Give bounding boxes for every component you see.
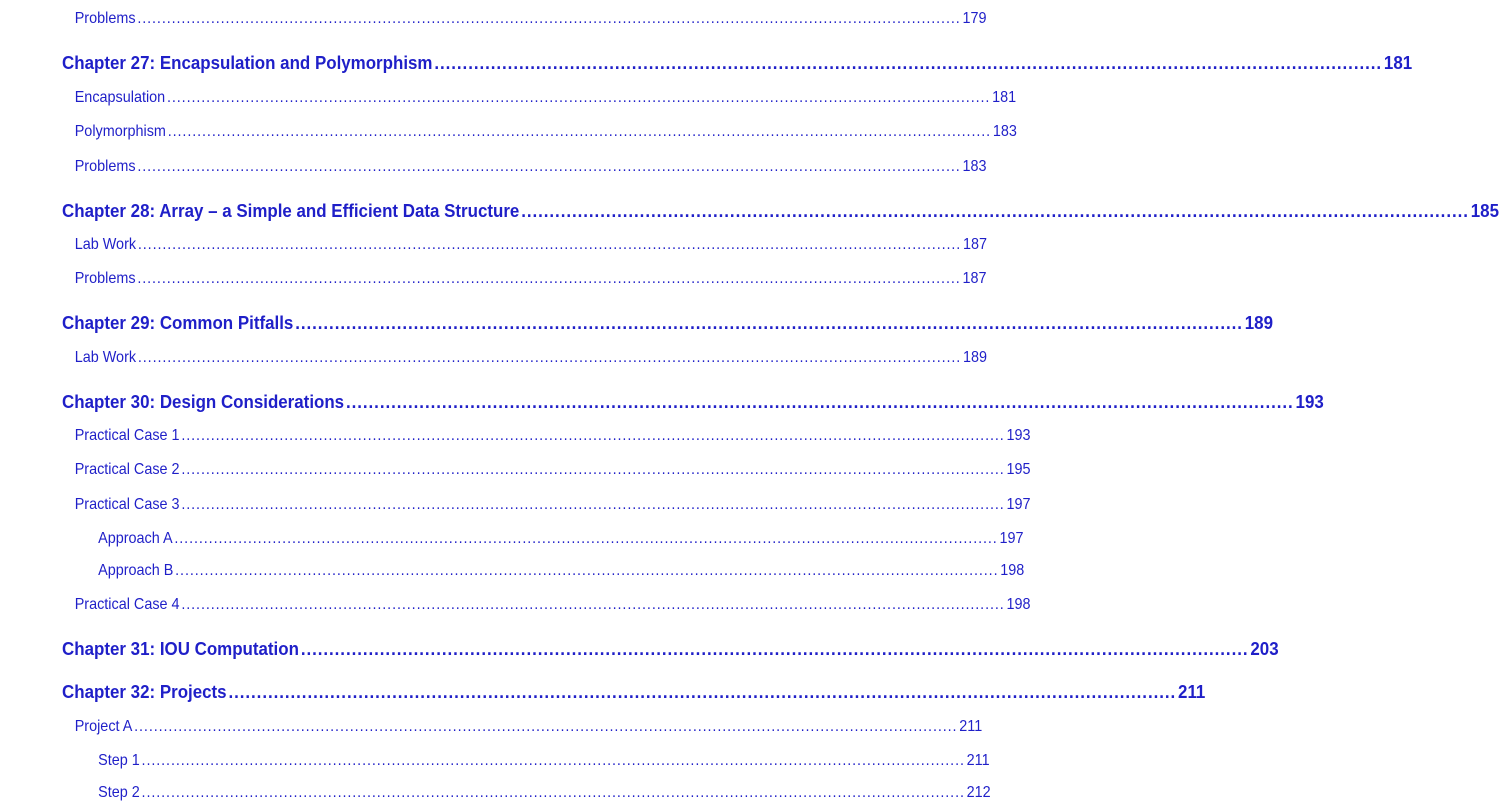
toc-entry-label: Practical Case 1 [74,427,180,444]
dot-leader: ........................................................................................................................................................................ [295,313,1243,333]
toc-chapter-30[interactable] [0,392,1324,413]
toc-chapter-label: Chapter 28: Array – a Simple and Efficient Data Structure [62,201,520,221]
toc-entry-page: 198 [1000,562,1025,579]
toc-chapter-28[interactable] [0,201,1499,222]
toc-entry-page: 183 [962,158,987,175]
dot-leader: ........................................................................................................................................................................ [174,530,998,547]
dot-leader: ........................................................................................................................................................................ [300,639,1249,659]
dot-leader: ........................................................................................................................................................................ [181,496,1005,513]
dot-leader: ........................................................................................................................................................................ [167,123,992,140]
toc-entry-label: Encapsulation [74,89,166,106]
toc-chapter-27[interactable] [0,53,1413,74]
toc-entry-practical-case-3[interactable] [0,496,1031,514]
toc-entry-page: 181 [992,89,1017,106]
toc-entry-label: Problems [74,158,136,175]
toc-entry-project-a[interactable] [0,718,983,736]
toc-chapter-label: Chapter 32: Projects [62,682,227,702]
toc-chapter-label: Chapter 27: Encapsulation and Polymorphism [62,53,433,73]
toc-entry-practical-case-2[interactable] [0,461,1031,479]
toc-entry-page: 197 [999,530,1024,547]
toc-entry-step-2[interactable] [0,784,991,802]
toc-chapter-29[interactable] [0,313,1274,334]
dot-leader: ........................................................................................................................................................................ [345,392,1294,412]
toc-entry-label: Project A [74,718,133,735]
dot-leader: ........................................................................................................................................................................ [228,682,1177,702]
toc-entry-label: Step 2 [98,784,140,801]
dot-leader: ........................................................................................................................................................................ [434,53,1383,73]
toc-entry-page: 195 [1006,461,1031,478]
dot-leader: ........................................................................................................................................................................ [181,461,1005,478]
toc-entry-label: Practical Case 3 [74,496,180,513]
dot-leader: ........................................................................................................................................................................ [166,89,991,106]
toc-entry-page: 212 [966,784,991,801]
toc-entry-label: Practical Case 2 [74,461,180,478]
dot-leader: ........................................................................................................................................................................ [137,236,962,253]
toc-entry-label: Lab Work [74,349,137,366]
toc-entry-page: 189 [963,349,988,366]
dot-leader: ........................................................................................................................................................................ [141,752,965,769]
toc-entry-lab-work-189[interactable] [0,349,988,367]
toc-entry-encapsulation[interactable] [0,89,1017,107]
toc-entry-label: Step 1 [98,752,140,769]
toc-entry-problems-187[interactable] [0,270,987,288]
toc-entry-polymorphism[interactable] [0,123,1017,141]
toc-entry-approach-a[interactable] [0,530,1024,548]
toc-chapter-32[interactable] [0,682,1206,703]
toc-chapter-label: Chapter 31: IOU Computation [62,639,299,659]
toc-entry-page: 211 [966,752,990,769]
toc-entry-practical-case-1[interactable] [0,427,1031,445]
toc-chapter-page: 211 [1178,682,1206,702]
toc-chapter-label: Chapter 29: Common Pitfalls [62,313,294,333]
toc-entry-label: Problems [74,10,136,27]
toc-entry-problems-183[interactable] [0,158,987,176]
dot-leader: ........................................................................................................................................................................ [181,427,1005,444]
toc-entry-label: Polymorphism [74,123,166,140]
toc-chapter-page: 193 [1295,392,1324,412]
toc-entry-label: Lab Work [74,236,137,253]
toc-entry-problems-179[interactable] [0,10,987,28]
toc-entry-page: 198 [1006,596,1031,613]
toc-entry-page: 179 [962,10,987,27]
dot-leader: ........................................................................................................................................................................ [181,596,1005,613]
toc-chapter-label: Chapter 30: Design Considerations [62,392,345,412]
dot-leader: ........................................................................................................................................................................ [521,201,1469,221]
toc-chapter-31[interactable] [0,639,1279,660]
toc-entry-label: Approach B [98,562,174,579]
toc-entry-page: 197 [1006,496,1031,513]
toc-entry-step-1[interactable] [0,752,990,770]
toc-entry-page: 183 [992,123,1017,140]
dot-leader: ........................................................................................................................................................................ [141,784,965,801]
dot-leader: ........................................................................................................................................................................ [137,10,961,27]
toc-chapter-page: 181 [1383,53,1413,73]
toc-entry-label: Approach A [98,530,173,547]
toc-entry-page: 193 [1006,427,1031,444]
toc-entry-page: 187 [963,236,988,253]
toc-entry-page: 211 [959,718,983,735]
dot-leader: ........................................................................................................................................................................ [175,562,999,579]
toc-entry-page: 187 [962,270,987,287]
toc-entry-label: Problems [74,270,136,287]
dot-leader: ........................................................................................................................................................................ [134,718,958,735]
toc-chapter-page: 189 [1244,313,1274,333]
toc-entry-approach-b[interactable] [0,562,1025,580]
dot-leader: ........................................................................................................................................................................ [137,349,962,366]
dot-leader: ........................................................................................................................................................................ [137,158,961,175]
toc-entry-lab-work-187[interactable] [0,236,988,254]
toc-entry-label: Practical Case 4 [74,596,180,613]
toc-entry-practical-case-4[interactable] [0,596,1031,614]
dot-leader: ........................................................................................................................................................................ [137,270,961,287]
toc-chapter-page: 185 [1470,201,1499,221]
toc-chapter-page: 203 [1250,639,1279,659]
